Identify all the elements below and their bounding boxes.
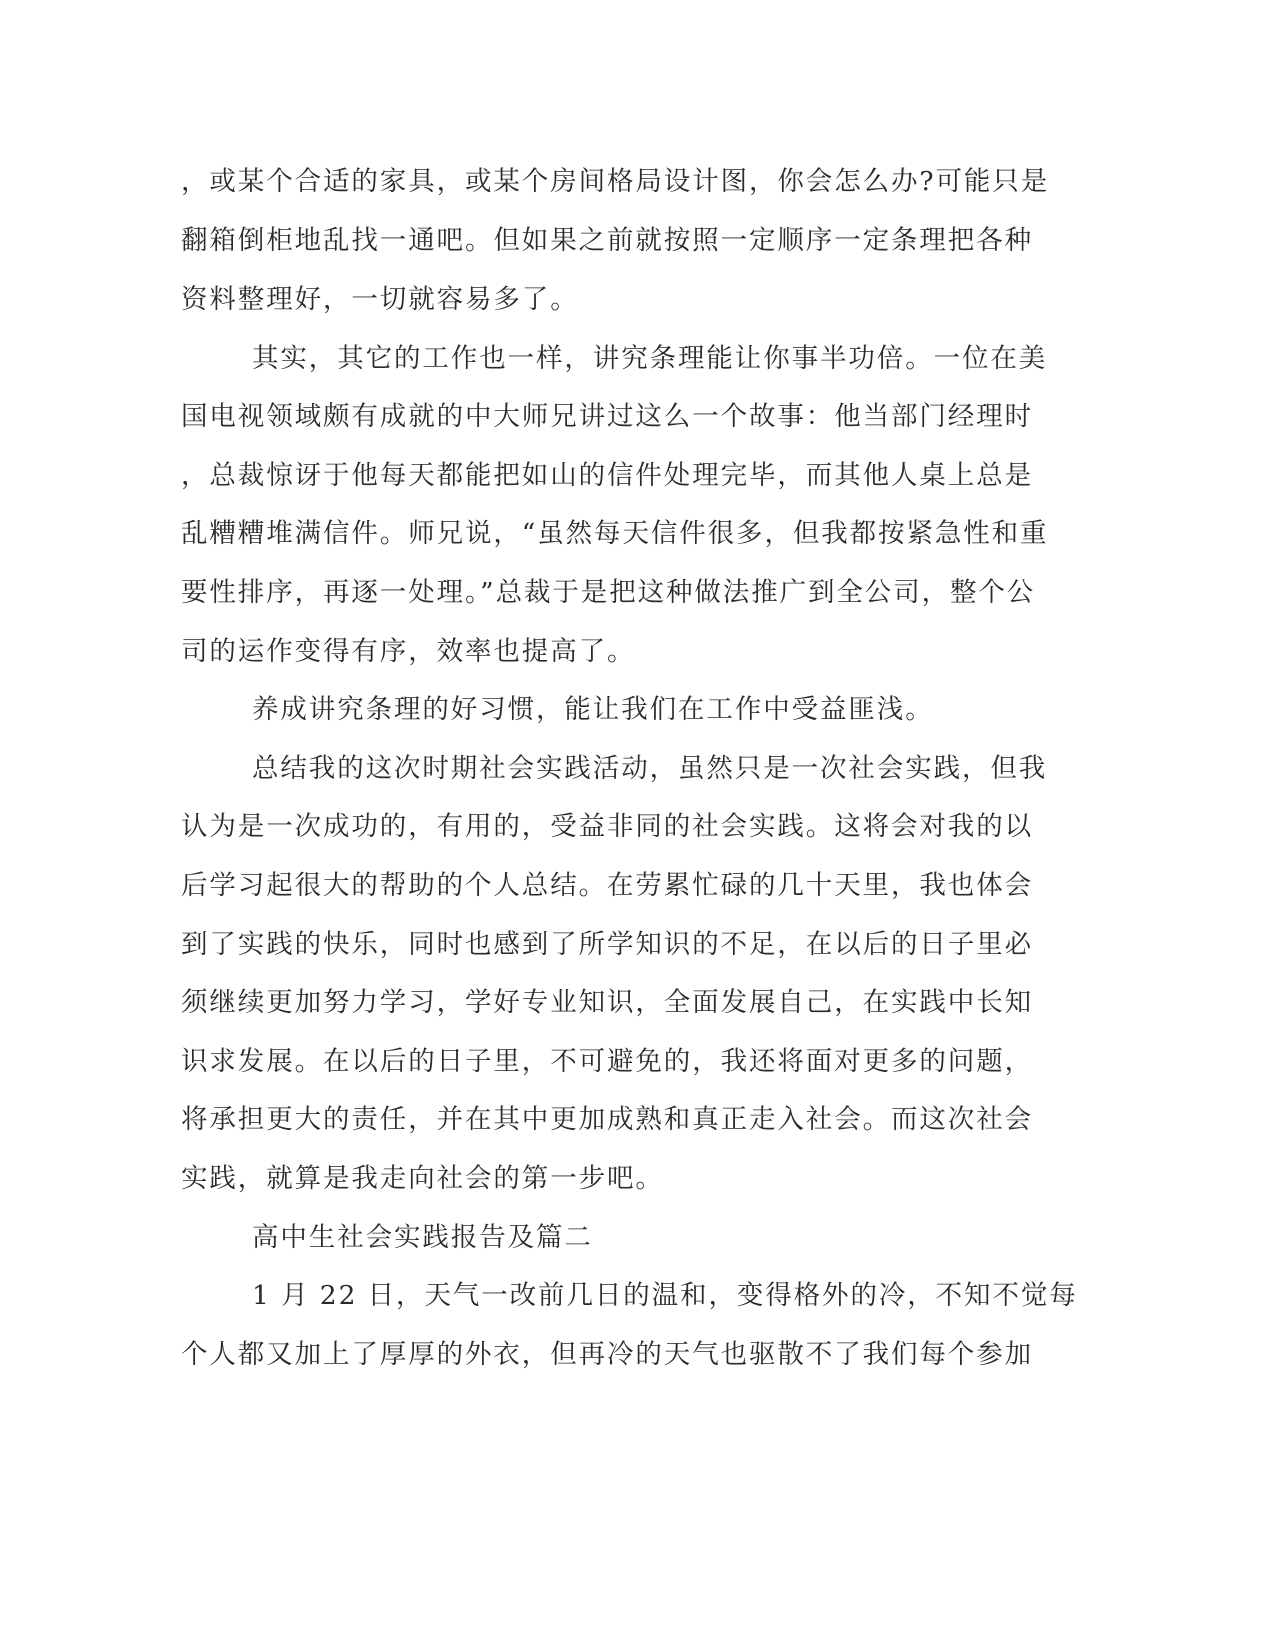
text-line: 国电视领域颇有成就的中大师兄讲过这么一个故事：他当部门经理时 (181, 401, 1033, 432)
section-heading: 高中生社会实践报告及篇二 (252, 1222, 593, 1253)
text-line: 个人都又加上了厚厚的外衣，但再冷的天气也驱散不了我们每个参加 (181, 1339, 1033, 1370)
text-line: 后学习起很大的帮助的个人总结。在劳累忙碌的几十天里，我也体会 (181, 870, 1033, 901)
paragraph-start-line: 总结我的这次时期社会实践活动，虽然只是一次社会实践，但我 (252, 753, 1048, 784)
text-line: 资料整理好，一切就容易多了。 (181, 284, 579, 315)
text-line: ，总裁惊讶于他每天都能把如山的信件处理完毕，而其他人桌上总是 (181, 460, 1033, 491)
text-line: 翻箱倒柜地乱找一通吧。但如果之前就按照一定顺序一定条理把各种 (181, 225, 1033, 256)
paragraph-start-line: 其实，其它的工作也一样，讲究条理能让你事半功倍。一位在美 (252, 343, 1048, 374)
text-line: 认为是一次成功的，有用的，受益非同的社会实践。这将会对我的以 (181, 811, 1033, 842)
text-line: 司的运作变得有序，效率也提高了。 (181, 636, 636, 667)
text-line: 将承担更大的责任，并在其中更加成熟和真正走入社会。而这次社会 (181, 1104, 1033, 1135)
text-line: 乱糟糟堆满信件。师兄说，“虽然每天信件很多，但我都按紧急性和重 (181, 518, 1049, 549)
text-line: 要性排序，再逐一处理。”总裁于是把这种做法推广到全公司，整个公 (181, 577, 1036, 608)
paragraph-start-line: 1 月 22 日，天气一改前几日的温和，变得格外的冷，不知不觉每 (252, 1280, 1078, 1311)
text-line: ，或某个合适的家具，或某个房间格局设计图，你会怎么办?可能只是 (181, 166, 1050, 197)
text-line: 实践，就算是我走向社会的第一步吧。 (181, 1163, 664, 1194)
text-line: 到了实践的快乐，同时也感到了所学知识的不足，在以后的日子里必 (181, 929, 1033, 960)
paragraph-start-line: 养成讲究条理的好习惯，能让我们在工作中受益匪浅。 (252, 694, 934, 725)
text-line: 识求发展。在以后的日子里，不可避免的，我还将面对更多的问题， (181, 1046, 1033, 1077)
text-line: 须继续更加努力学习，学好专业知识，全面发展自己，在实践中长知 (181, 987, 1033, 1018)
